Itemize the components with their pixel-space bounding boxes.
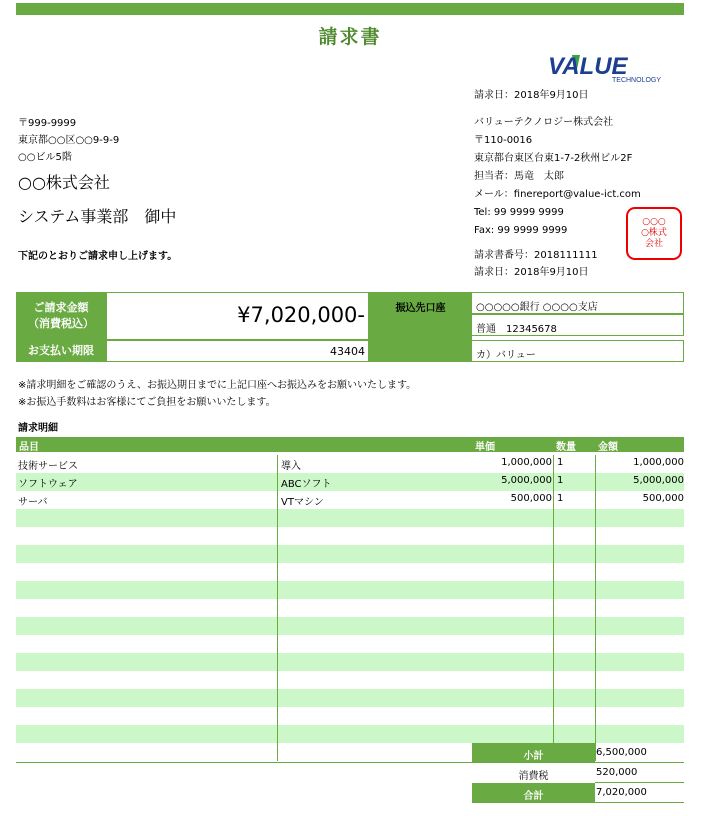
table-row [16,635,684,653]
invoice-number: 請求書番号：2018111111 [474,250,598,261]
column-divider [277,455,278,761]
issuer-address: 東京都台東区台東1-7-2秋州ビル2F [474,153,633,164]
table-row [16,599,684,617]
issuer-tel: Tel: 99 9999 9999 [474,207,564,218]
qty-cell: 1 [557,493,564,504]
tax-value: 520,000 [595,763,684,783]
svg-text:VALUE: VALUE [548,53,628,80]
description-cell: 導入 [281,461,301,472]
amount-cell: 1,000,000 [633,457,684,468]
issuer-email: メール：finereport@value-ict.com [474,189,641,200]
table-row [16,581,684,599]
note-line-1: ※請求明細をご確認のうえ、お振込期日までに上記口座へお振込みをお願いいたします。 [18,380,417,391]
table-row [16,707,684,725]
issuer-fax: Fax: 99 9999 9999 [474,225,568,236]
bank-name: ○○○○○銀行 ○○○○支店 [472,292,684,314]
page-title: 請求書 [318,26,382,48]
recipient-postal: 〒999-9999 [18,118,77,129]
qty-cell: 1 [557,475,564,486]
issuer-company: バリューテクノロジー株式会社 [474,117,614,128]
recipient-company: ○○株式会社 [18,173,110,192]
recipient-department: システム事業部 御中 [18,207,177,226]
table-row [16,617,684,635]
item-cell: サーバ [18,497,48,508]
note-line-2: ※お振込手数料はお客様にてご負担をお願いいたします。 [18,397,276,408]
table-row [16,455,684,473]
due-value: 43404 [106,340,369,362]
total-label: 合計 [472,783,595,803]
description-cell: ABCソフト [281,479,332,490]
table-bottom-line [16,762,472,763]
recipient-address: 東京都○○区○○9-9-9 [18,135,120,146]
amount-label: ご請求金額 （消費税込） [16,292,106,340]
table-row [16,545,684,563]
qty-cell: 1 [557,457,564,468]
item-cell: 技術サービス [18,461,78,472]
unit-price-cell: 5,000,000 [501,475,552,486]
item-cell: ソフトウェア [18,479,78,490]
unit-price-cell: 500,000 [510,493,552,504]
header-amount: 金額 [595,437,684,452]
subtotal-label: 小計 [472,743,595,763]
description-cell: VTマシン [281,497,324,508]
table-row [16,689,684,707]
header-unit-price: 単価 [472,437,553,452]
recipient-building: ○○ビル5階 [18,152,72,163]
column-divider [553,455,554,761]
amount-cell: 5,000,000 [633,475,684,486]
table-row [16,653,684,671]
header-bar [16,3,684,15]
header-item: 品目 [16,437,472,452]
table-row [16,725,684,743]
company-stamp: ○○○ ○株式 会社 [626,207,682,260]
table-row [16,473,684,491]
total-value: 7,020,000 [595,783,684,803]
header-qty: 数量 [553,437,595,452]
value-technology-logo [546,52,666,84]
bank-label: 振込先口座 [369,292,472,362]
detail-title: 請求明細 [18,423,58,434]
table-row [16,671,684,689]
subtotal-value: 6,500,000 [595,743,684,763]
issuer-person: 担当者：馬竜 太郎 [474,171,564,182]
bank-account: 普通 12345678 [472,314,684,336]
invoice-date: 請求日：2018年9月10日 [474,267,589,278]
invoice-date-top: 請求日：2018年9月10日 [474,90,589,101]
svg-text:TECHNOLOGY: TECHNOLOGY [612,77,662,84]
table-row [16,491,684,509]
column-divider [595,455,596,761]
tax-label: 消費税 [518,771,549,782]
table-row [16,509,684,527]
amount-cell: 500,000 [642,493,684,504]
table-row [16,527,684,545]
unit-price-cell: 1,000,000 [501,457,552,468]
issuer-postal: 〒110-0016 [474,135,533,146]
invoice-amount: ¥7,020,000- [106,292,369,340]
intro-text: 下記のとおりご請求申し上げます。 [18,251,178,262]
table-row [16,563,684,581]
due-label: お支払い期限 [16,340,106,362]
account-holder: カ）バリュー [472,340,684,362]
